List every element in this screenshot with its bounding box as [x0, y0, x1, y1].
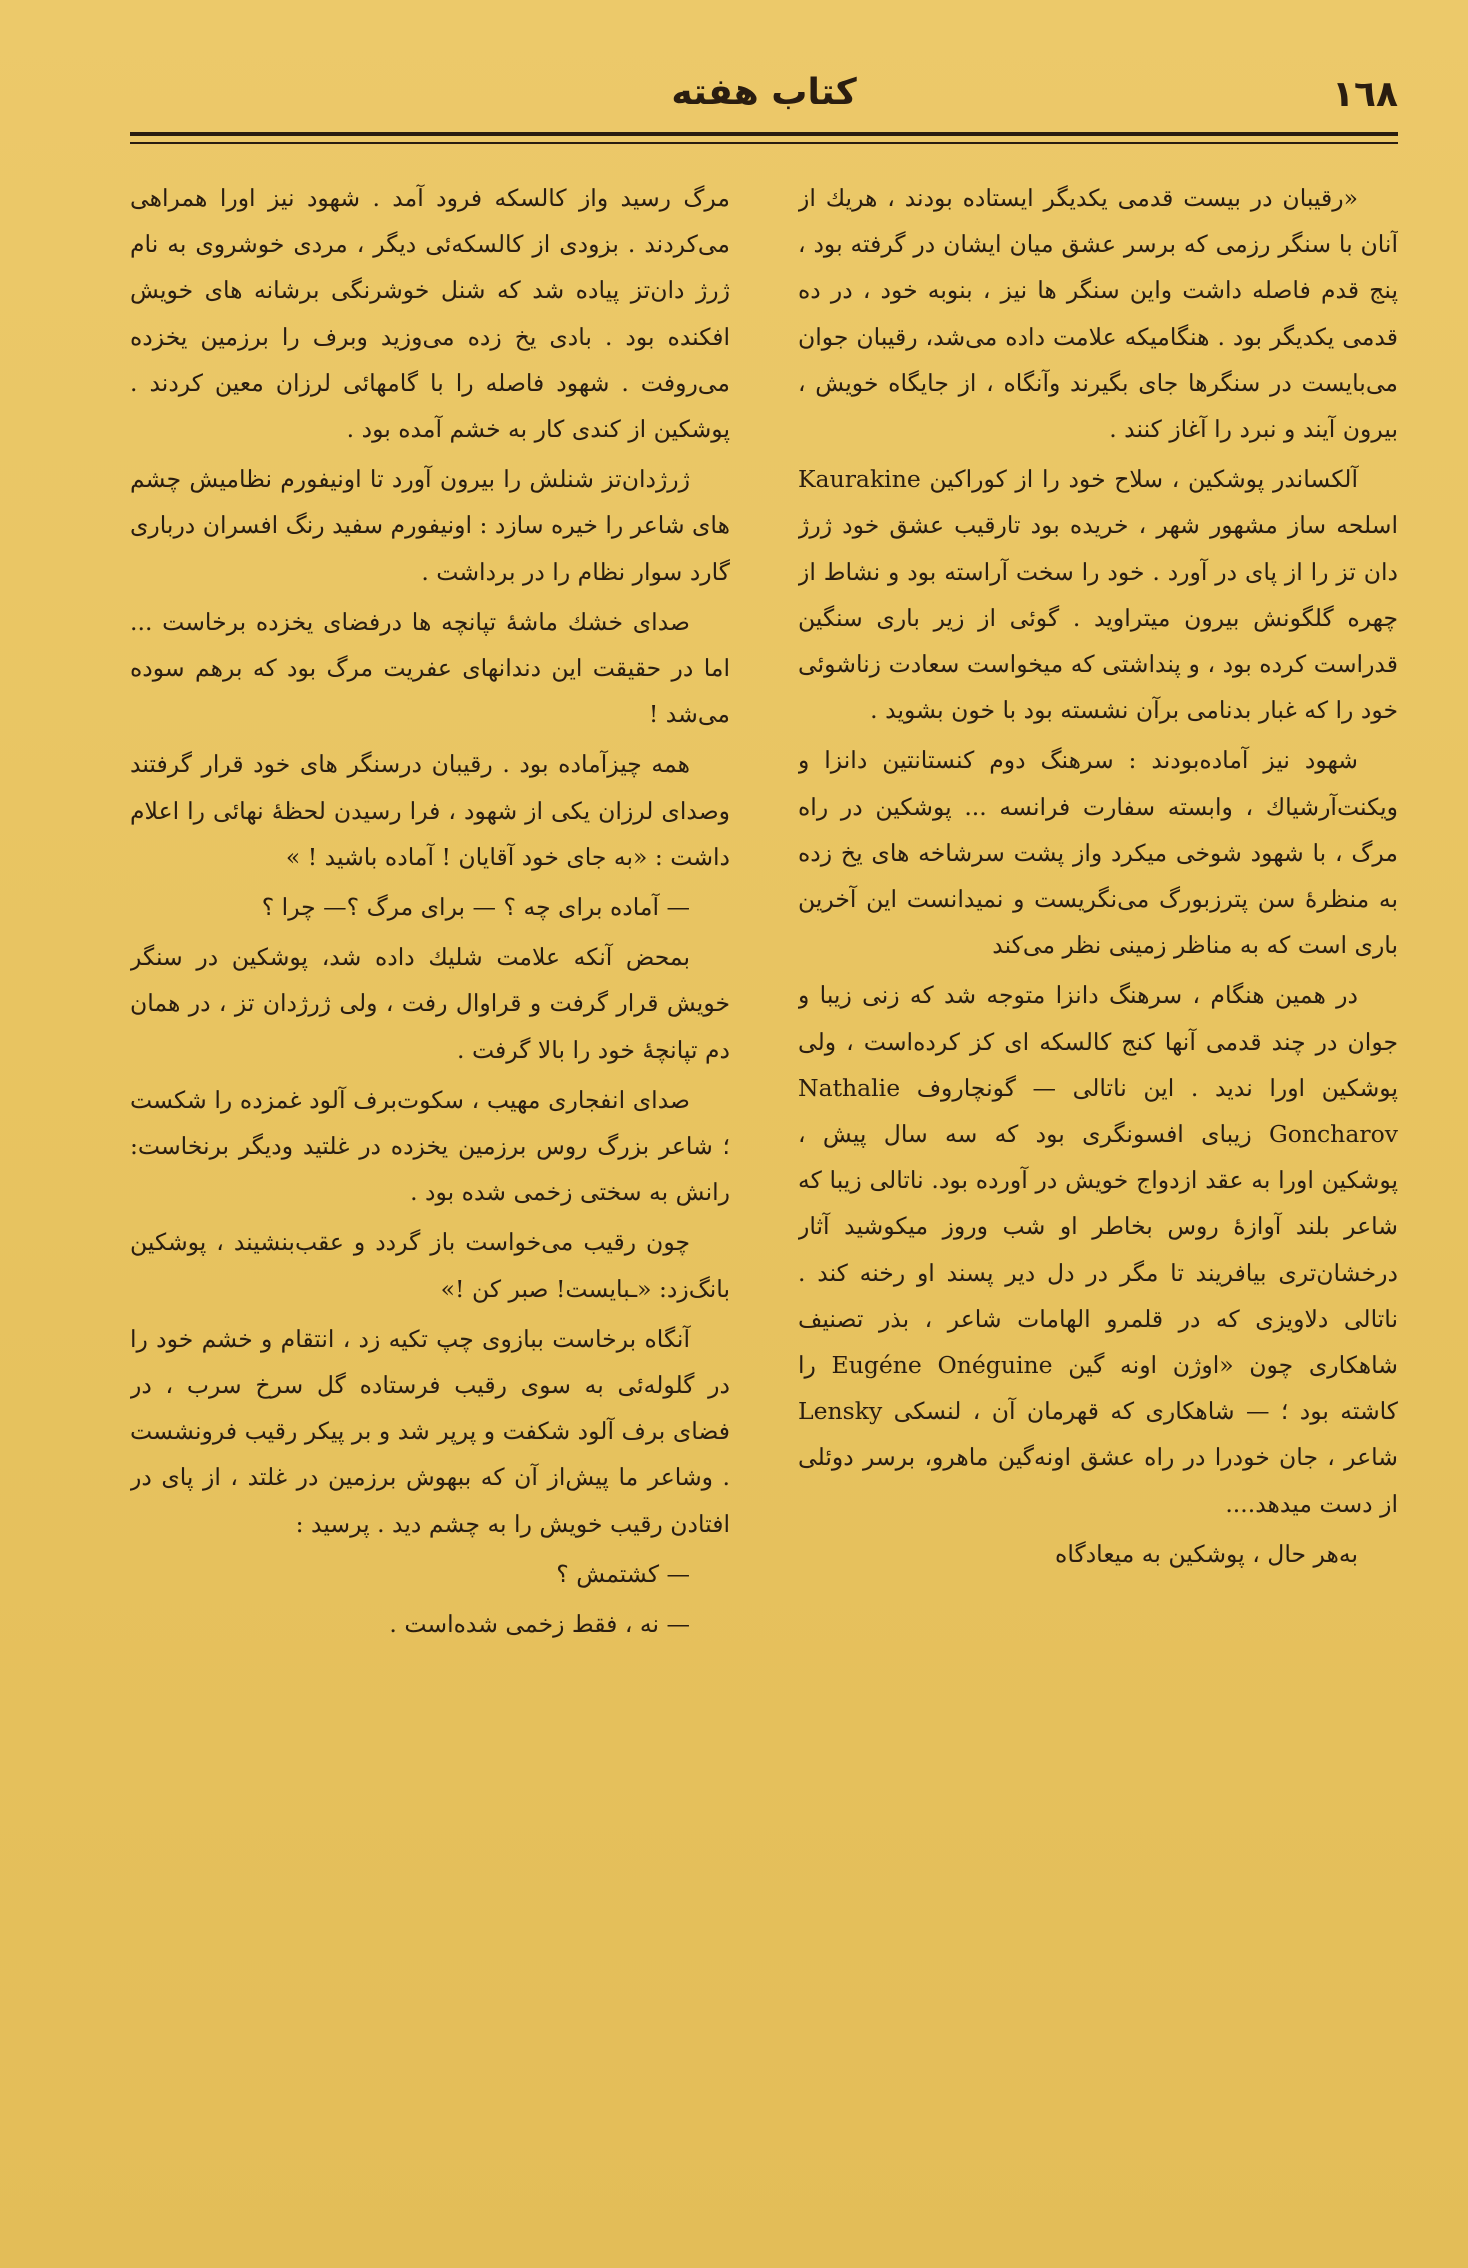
paragraph: چون رقیب می‌خواست باز گردد و عقب‌بنشیند ، پوشکین بانگ‌زد: «ـبایست! صبر کن !» — [130, 1228, 730, 1303]
magazine-title: كتاب هفته — [671, 72, 857, 113]
paragraph: — آماده برای چه ؟ — برای مرگ ؟— چرا ؟ — [261, 893, 690, 922]
paragraph: صدای خشك ماشهٔ تپانچه ها درفضای یخزده برخاست ... اما در حقیقت این دندانهای عفریت مرگ بود که برهم سوده می‌شد ! — [130, 607, 730, 729]
paragraph: مرگ رسید واز کالسکه فرود آمد . شهود نیز اورا همراهی می‌کردند . بزودی از کالسکه‌ئی دیگر ، مردی خوشروی به نام ژرژ دان‌تز پیاده شد که شنل خوشرنگی برشانه های خویش افکنده بود . بادی یخ زده می‌وزید وبرف را برزمین یخزده می‌روفت . شهود فاصله را با گامهائی لرزان معین کردند . پوشکین از کندی کار به خشم آمده بود . — [130, 184, 730, 444]
paragraph: آنگاه برخاست ببازوی چپ تکیه زد ، انتقام و خشم خود را در گلوله‌ئی به سوی رقیب فرستاده گل سرخ سرب ، در فضای برف آلود شکفت و پرپر شد و بر پیکر رقیب فرونشست . وشاعر ما پیش‌از آن که ببهوش برزمین در غلتد ، از پای در افتادن رقیب خویش را به چشم دید . پرسید : — [130, 1324, 730, 1538]
right-column — [798, 175, 1398, 2208]
paragraph: ژرژدان‌تز شنلش را بیرون آورد تا اونیفورم نظامیش چشم های شاعر را خیره سازد : اونیفورم سفید رنگ افسران درباری گارد سوار نظام را در برداشت . — [130, 465, 730, 586]
paragraph: همه چیزآماده بود . رقیبان درسنگر های خود قرار گرفتند وصدای لرزان یکی از شهود ، فرا رسیدن لحظهٔ نهائی را اعلام داشت : «به جای خود آقایان ! آماده باشید ! » — [130, 750, 730, 871]
paragraph: «رقیبان در بیست قدمی یکدیگر ایستاده بودند ، هریك از آنان با سنگر رزمی که برسر عشق میان ایشان در گرفته بود ، پنج قدم فاصله داشت واین سنگر ها نیز ، بنوبه خود ، در ده قدمی یکدیگر بود . هنگامیکه علامت داده می‌شد، رقیبان جوان می‌بایست در سنگرها جای بگیرند وآنگاه ، از جایگاه خویش ، بیرون آیند و نبرد را آغاز کنند . — [798, 184, 1398, 444]
paragraph: — نه ، فقط زخمی شده‌است . — [389, 1610, 690, 1639]
header-rule-thick — [130, 132, 1398, 136]
left-column — [130, 175, 730, 2208]
page-number: ١٦٨ — [1332, 74, 1398, 115]
paragraph: آلکساندر پوشکین ، سلاح خود را از کوراکین Kaurakine اسلحه ساز مشهور شهر ، خریده بود تارقیب عشق خود ژرژ دان تز را از پای در آورد . خود را سخت آراسته بود و نشاط از چهره گلگونش بیرون میتراوید . گوئی از زیر باری سنگین قدراست کرده بود ، و پنداشتی که میخواست سعادت زناشوئی خود را که غبار بدنامی برآن نشسته بود با خون بشوید . — [798, 465, 1398, 725]
paragraph: شهود نیز آماده‌بودند : سرهنگ دوم کنستانتین دانزا و ویکنت‌آرشیاك ، وابسته سفارت فرانسه ... پوشکین در راه مرگ ، با شهود شوخی میکرد واز پشت سرشاخه های یخ زده به منظرهٔ سن پترزبورگ می‌نگریست و نمیدانست این آخرین باری است که به مناظر زمینی نظر می‌کند — [798, 746, 1398, 960]
paragraph: به‌هر حال ، پوشکین به میعادگاه — [1055, 1539, 1358, 1568]
paragraph: در همین هنگام ، سرهنگ دانزا متوجه شد که زنی زیبا و جوان در چند قدمی آنها کنج کالسکه ای کز کرده‌است ، ولی پوشکین اورا ندید . این ناتالی — گونچاروف Nathalie Goncharov زیبای افسونگری بود که سه سال پیش ، پوشکین اورا به عقد ازدواج خویش در آورده بود. ناتالی زیبا که شاعر بلند آوازهٔ روس بخاطر او شب وروز میکوشید آثار درخشان‌تری بیافریند تا مگر در دل دیر پسند او رخنه کند . ناتالی دلاویزی که در قلمرو الهامات شاعر ، بذر تصنیف شاهکاری چون «اوژن اونه گین Eugéne Onéguine را کاشته بود ؛ — شاهکاری که قهرمان آن ، لنسکی Lensky شاعر ، جان خودرا در راه عشق اونه‌گین ماهرو، برسر دوئلی از دست میدهد.... — [798, 981, 1398, 1518]
paragraph: صدای انفجاری مهیب ، سکوت‌برف آلود غمزده را شکست ؛ شاعر بزرگ روس برزمین یخزده در غلتید ودیگر برنخاست: رانش به سختی زخمی شده بود . — [130, 1085, 730, 1207]
paragraph: بمحض آنکه علامت شلیك داده شد، پوشکین در سنگر خویش قرار گرفت و قراوال رفت ، ولی ژرژدان تز ، در همان دم تپانچهٔ خود را بالا گرفت . — [130, 943, 730, 1064]
paragraph: — کشتمش ؟ — [556, 1559, 690, 1588]
page-header — [130, 62, 1398, 152]
header-rule-thin — [130, 142, 1398, 144]
